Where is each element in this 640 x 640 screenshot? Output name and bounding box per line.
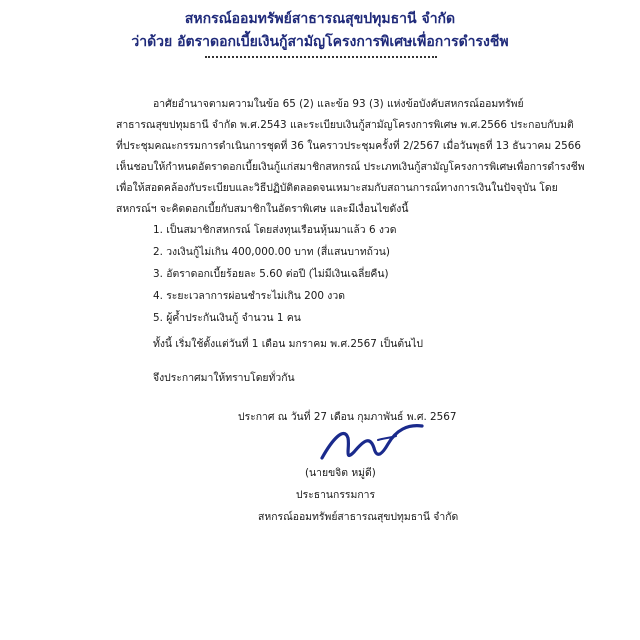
effective-date-line: ทั้งนี้ เริ่มใช้ตั้งแต่วันที่ 1 เดือน มกราคม พ.ศ.2567 เป็นต้นไป: [153, 338, 424, 350]
paragraph-line: สหกรณ์ฯ จะคิดดอกเบี้ยกับสมาชิกในอัตราพิเศษ และมีเงื่อนไขดังนี้: [116, 203, 409, 215]
signer-organization: สหกรณ์ออมทรัพย์สาธารณสุขปทุมธานี จำกัด: [258, 511, 459, 523]
condition-item: 1. เป็นสมาชิกสหกรณ์ โดยส่งทุนเรือนหุ้นมาแล้ว 6 งวด: [153, 224, 397, 236]
paragraph-line: เห็นชอบให้กำหนดอัตราดอกเบี้ยเงินกู้แก่สมาชิกสหกรณ์ ประเภทเงินกู้สามัญโครงการพิเศษเพื่อการดำรงชีพ: [116, 161, 585, 173]
signer-position: ประธานกรรมการ: [296, 489, 376, 501]
signer-name: (นายขจิต หมู่ดี): [305, 467, 376, 479]
paragraph-line: สาธารณสุขปทุมธานี จำกัด พ.ศ.2543 และระเบียบเงินกู้สามัญโครงการพิเศษ พ.ศ.2566 ประกอบกับมติ: [116, 119, 574, 131]
organization-title: สหกรณ์ออมทรัพย์สาธารณสุขปทุมธานี จำกัด: [184, 11, 456, 27]
paragraph-line: อาศัยอำนาจตามความในข้อ 65 (2) และข้อ 93 (3) แห่งข้อบังคับสหกรณ์ออมทรัพย์: [153, 98, 524, 110]
subject-title: ว่าด้วย อัตราดอกเบี้ยเงินกู้สามัญโครงการพิเศษเพื่อการดำรงชีพ: [131, 34, 509, 50]
announced-date: ประกาศ ณ วันที่ 27 เดือน กุมภาพันธ์ พ.ศ. 2567: [238, 411, 457, 423]
condition-item: 4. ระยะเวลาการผ่อนชำระไม่เกิน 200 งวด: [153, 290, 345, 302]
condition-item: 5. ผู้ค้ำประกันเงินกู้ จำนวน 1 คน: [153, 312, 301, 324]
condition-item: 3. อัตราดอกเบี้ยร้อยละ 5.60 ต่อปี (ไม่มีเงินเฉลี่ยคืน): [153, 268, 389, 280]
announcement-line: จึงประกาศมาให้ทราบโดยทั่วกัน: [153, 372, 295, 384]
paragraph-line: เพื่อให้สอดคล้องกับระเบียบและวิธีปฏิบัติตลอดจนเหมาะสมกับสถานการณ์ทางการเงินในปัจจุบัน โดย: [116, 182, 558, 194]
condition-item: 2. วงเงินกู้ไม่เกิน 400,000.00 บาท (สี่แสนบาทถ้วน): [153, 246, 390, 258]
paragraph-line: ที่ประชุมคณะกรรมการดำเนินการชุดที่ 36 ในคราวประชุมครั้งที่ 2/2567 เมื่อวันพุธที่ 13 ธันวาคม 2566: [116, 140, 581, 152]
signature: [318, 418, 428, 466]
dotted-divider: [205, 56, 437, 58]
